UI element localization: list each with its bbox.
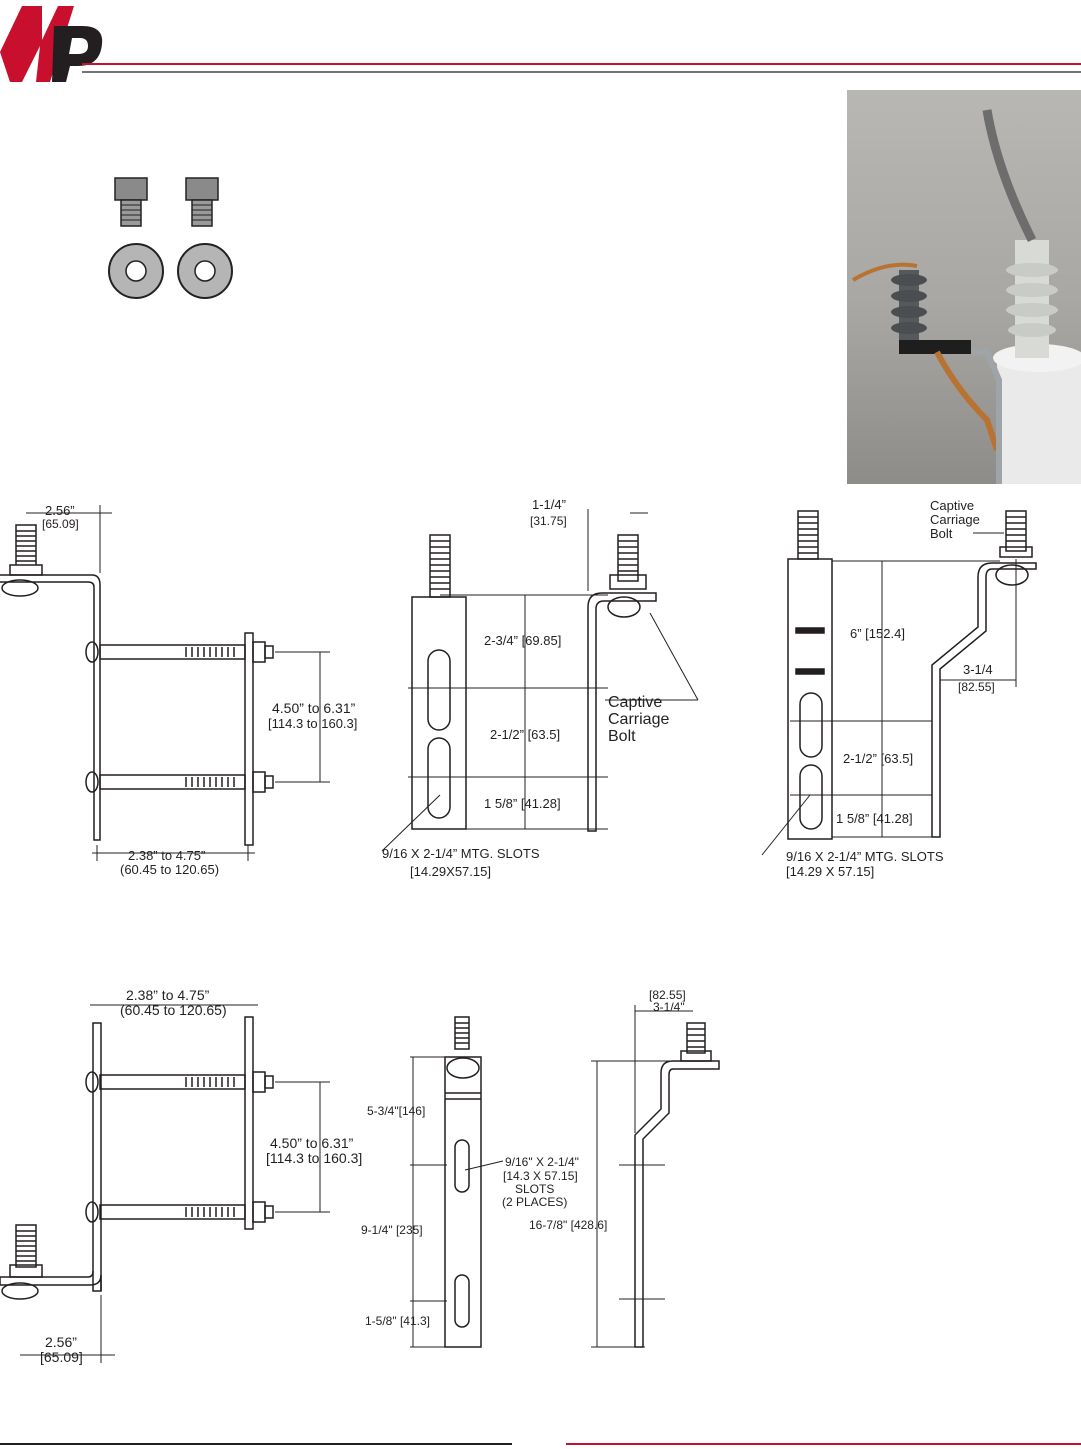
figure-1-adjustable-bracket — [0, 495, 380, 885]
dim-label: 3-1/4" — [653, 1000, 685, 1014]
slots-label: 9/16" X 2-1/4" — [505, 1155, 579, 1169]
callout-label: Bolt — [608, 728, 636, 745]
callout-label: Bolt — [930, 526, 953, 541]
slots-label: 9/16 X 2-1/4” MTG. SLOTS — [786, 849, 944, 864]
figure-2-straight-bracket — [380, 495, 720, 885]
dim-label: 5-3/4"[146] — [367, 1104, 426, 1118]
dim-label: 3-1/4 — [963, 662, 993, 677]
dim-label: 1-5/8" [41.3] — [365, 1314, 430, 1328]
figure-4-adjustable-bracket-inverted — [0, 985, 380, 1375]
slots-label: 9/16 X 2-1/4” MTG. SLOTS — [382, 846, 540, 861]
dim-label: 1-1/4” — [532, 497, 566, 512]
callout-label: Carriage — [930, 512, 980, 527]
dim-label: [65.09] — [40, 1349, 83, 1365]
dim-label: (60.45 to 120.65) — [120, 862, 220, 877]
dim-label: 2-3/4” [69.85] — [484, 633, 562, 648]
slots-label: SLOTS — [515, 1182, 555, 1196]
dim-label: 2.38” to 4.75” — [126, 987, 210, 1003]
dim-label: 2.56” — [45, 503, 75, 518]
dim-label: 1 5/8” [41.28] — [836, 811, 913, 826]
slots-label: (2 PLACES) — [502, 1195, 568, 1209]
dim-label: 2.56” — [45, 1334, 77, 1350]
slots-label: [14.29 X 57.15] — [786, 864, 875, 879]
dim-label: 4.50” to 6.31” — [272, 700, 356, 716]
dim-label: [82.55] — [649, 988, 686, 1002]
brand-logo — [0, 0, 1081, 90]
callout-label: Captive — [608, 694, 663, 711]
dim-label: [31.75] — [530, 514, 567, 528]
flat-washer-icon — [178, 244, 232, 298]
dim-label: 16-7/8" [428.6] — [529, 1218, 608, 1232]
dim-label: [114.3 to 160.3] — [266, 1150, 363, 1166]
dim-label: 2-1/2” [63.5] — [490, 727, 561, 742]
callout-label: Carriage — [608, 711, 670, 728]
hex-bolt-icon — [115, 178, 147, 226]
dim-label: 4.50” to 6.31” — [270, 1135, 354, 1151]
hex-bolt-icon — [186, 178, 218, 226]
page-header — [0, 0, 1081, 90]
dim-label: [65.09] — [42, 517, 79, 531]
dim-label: 9-1/4" [235] — [361, 1223, 423, 1237]
hardware-illustration — [100, 170, 250, 310]
flat-washer-icon — [109, 244, 163, 298]
page-footer — [0, 1440, 1081, 1449]
callout-label: Captive — [930, 498, 975, 513]
dim-label: 2.38” to 4.75” — [128, 848, 206, 863]
dim-label: 1 5/8” [41.28] — [484, 796, 561, 811]
dim-label: 6” [152.4] — [850, 626, 905, 641]
dim-label: (60.45 to 120.65) — [120, 1002, 227, 1018]
dim-label: [82.55] — [958, 680, 995, 694]
dim-label: [114.3 to 160.3] — [268, 716, 358, 731]
product-photo — [847, 90, 1081, 484]
figure-3-offset-bracket — [760, 495, 1081, 885]
dim-label: 2-1/2” [63.5] — [843, 751, 914, 766]
slots-label: [14.29X57.15] — [410, 864, 491, 879]
figure-5-long-bracket — [355, 985, 730, 1375]
slots-label: [14.3 X 57.15] — [503, 1169, 578, 1183]
